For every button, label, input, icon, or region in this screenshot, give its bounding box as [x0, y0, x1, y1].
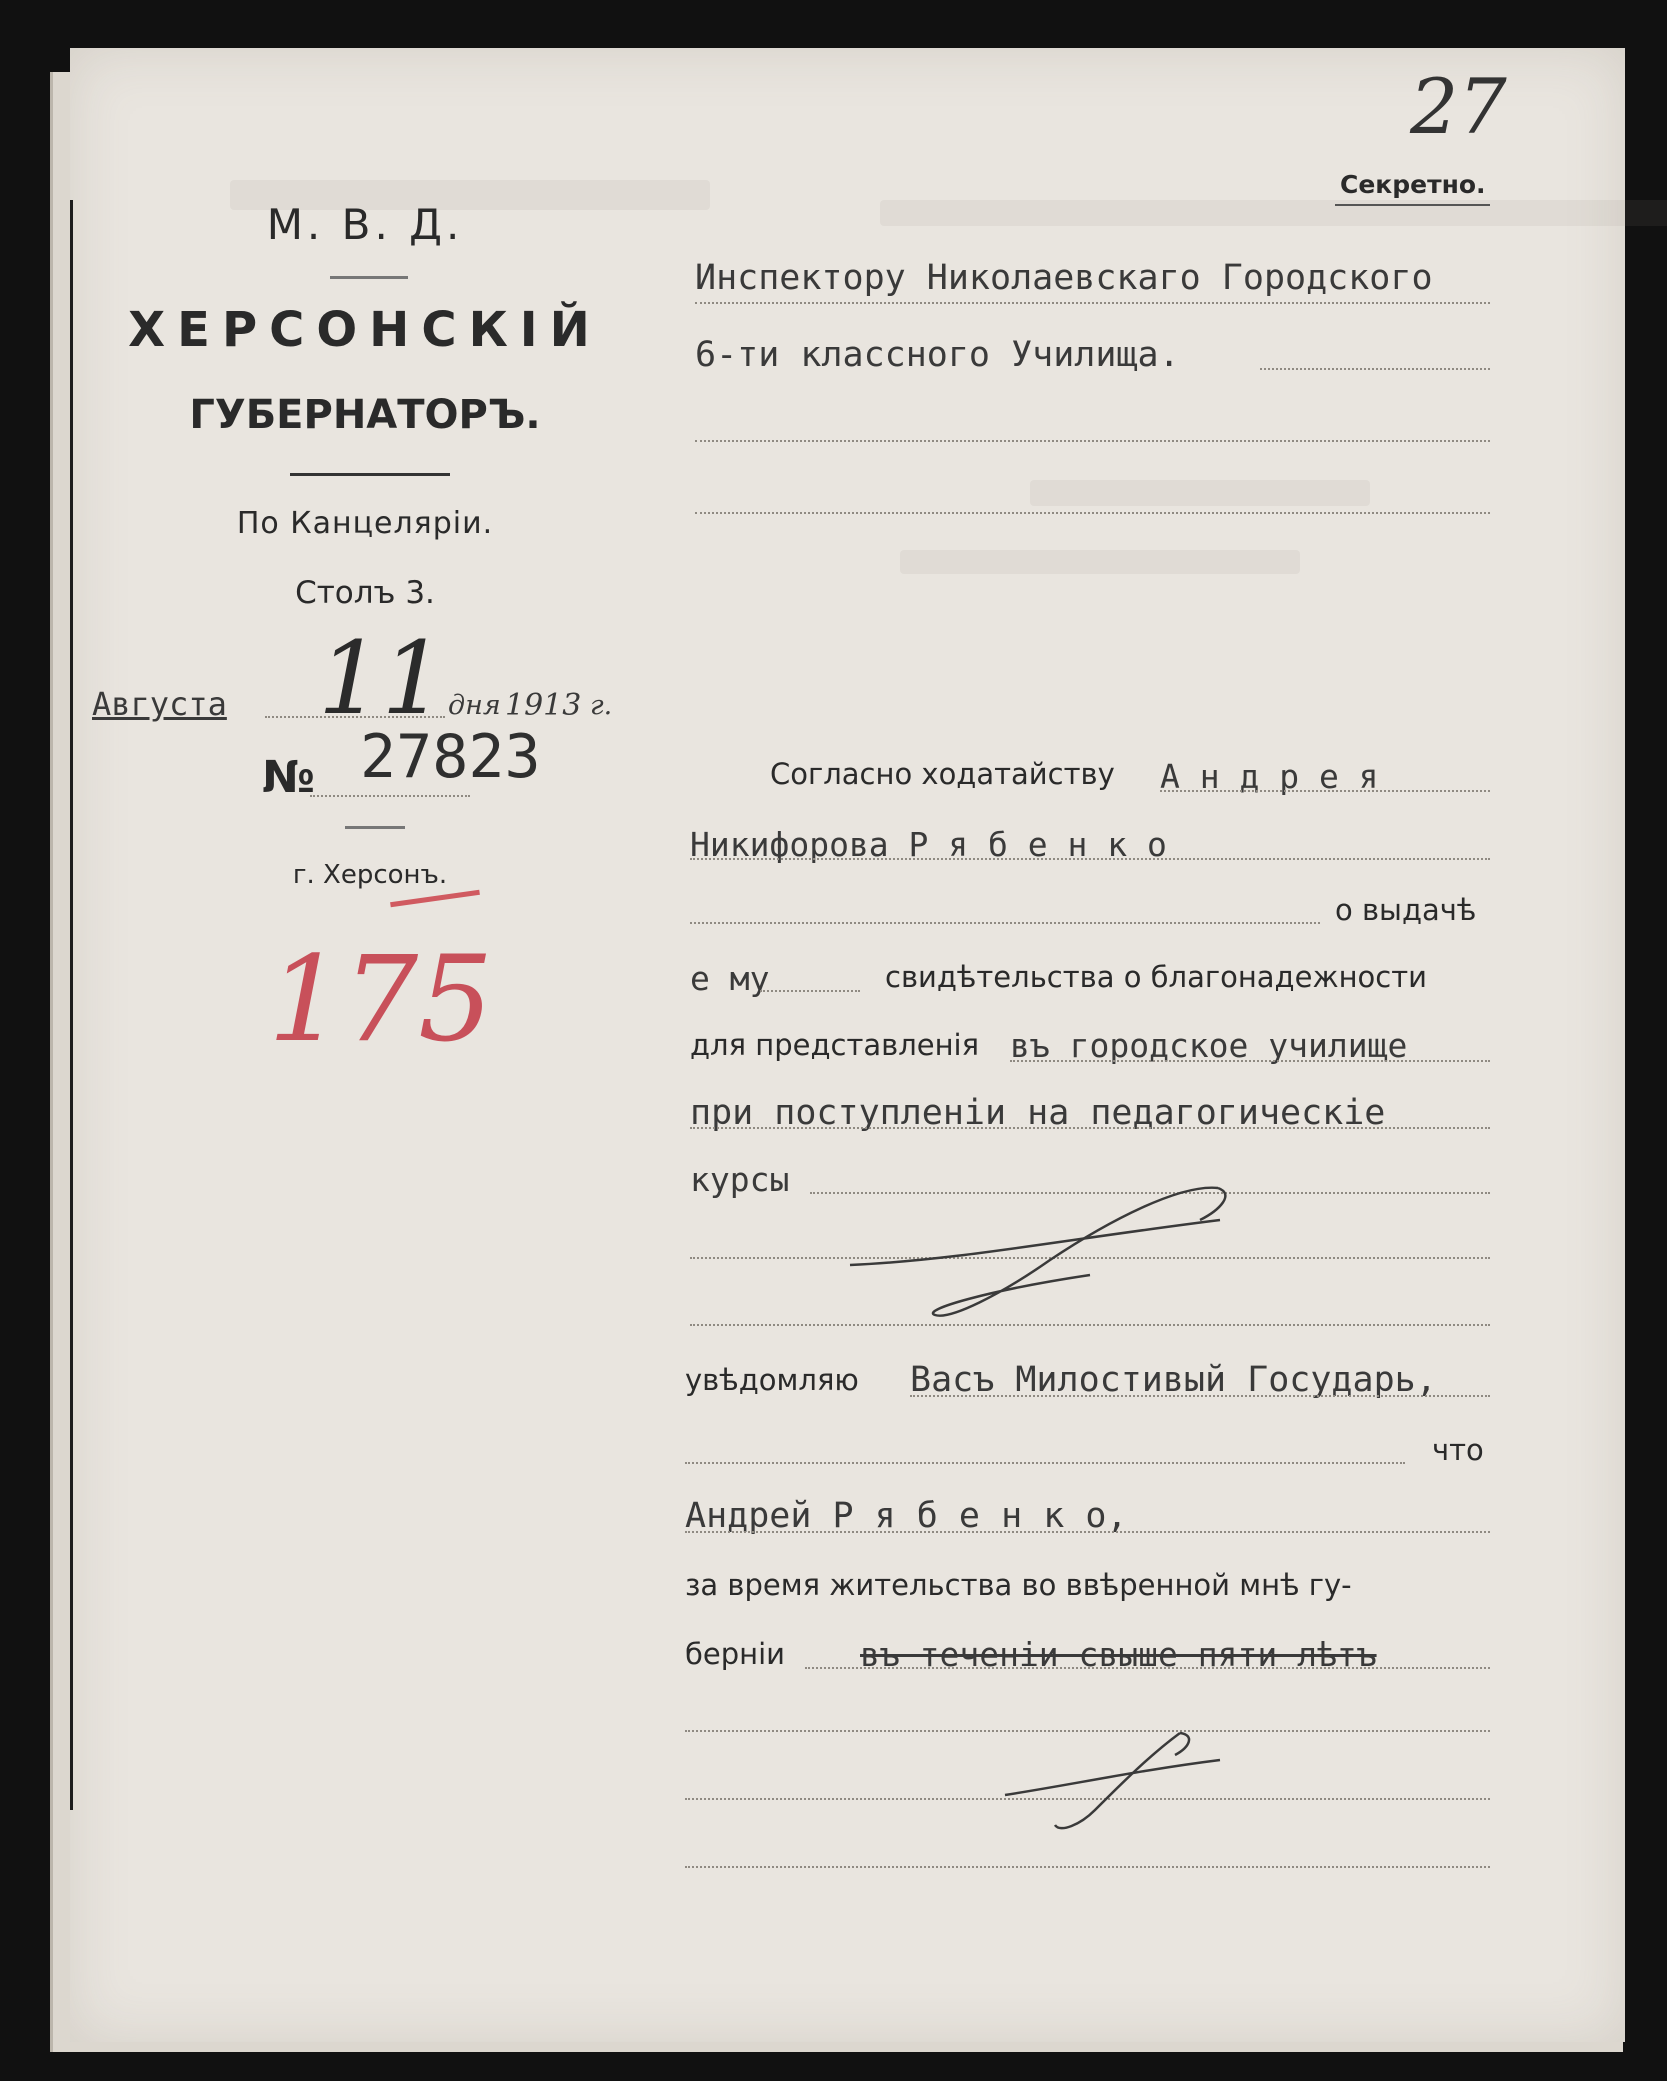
desk-label: Столъ 3.	[295, 575, 435, 611]
addressee-line1: Инспектору Николаевскаго Городского	[695, 258, 1433, 298]
fill-line	[1260, 368, 1490, 370]
date-month: Августа	[92, 685, 227, 723]
body-line7-typed: курсы	[690, 1160, 790, 1199]
city-label: г. Херсонъ.	[292, 860, 448, 890]
fill-line	[310, 795, 470, 797]
addressee-line2: 6-ти классного Училища.	[695, 335, 1180, 375]
binding-line	[70, 200, 73, 1810]
year-suffix: г.	[590, 690, 613, 721]
divider	[345, 826, 405, 829]
body-line5-typed: въ городское училище	[1010, 1026, 1408, 1065]
date-year: 1913	[505, 688, 582, 723]
body-line10-typed: Андрей Р я б е н к о,	[685, 1496, 1128, 1536]
governor-title-line1: ХЕРСОНСКІЙ	[128, 302, 602, 358]
cancellation-flourish	[1000, 1725, 1230, 1835]
body-line11-print: за время жительства во ввѣренной мнѣ гу-	[685, 1568, 1352, 1602]
body-line9-print: что	[1432, 1433, 1484, 1467]
body-line1-print: Согласно ходатайству	[770, 757, 1115, 791]
registration-number: 27823	[360, 722, 541, 792]
date-day: 11	[318, 620, 446, 737]
body-line4-pronoun: е му	[690, 959, 770, 998]
body-line4-print: свидѣтельства о благонадежности	[885, 960, 1427, 994]
fill-line	[1160, 790, 1490, 792]
office-label: По Канцеляріи.	[236, 506, 494, 541]
body-line2-name: Никифорова Р я б е н к о	[690, 825, 1167, 864]
ministry-abbrev: М. В. Д.	[266, 200, 464, 249]
bleed-through	[900, 550, 1300, 574]
secret-label: Секретно.	[1340, 170, 1486, 199]
fill-line	[690, 922, 1320, 924]
body-line3-print: о выдачѣ	[1335, 893, 1477, 927]
fill-line	[685, 1531, 1490, 1533]
body-line5-print: для представленія	[690, 1028, 980, 1062]
body-line12-print: берніи	[685, 1637, 785, 1671]
body-line8-typed: Васъ Милостивый Государь,	[910, 1360, 1437, 1400]
fill-line	[690, 858, 1490, 860]
page-mark: 27	[1410, 62, 1507, 151]
bleed-through	[880, 200, 1667, 226]
fill-line	[695, 512, 1490, 514]
body-line6-typed: при поступленіи на педагогическіе	[690, 1093, 1386, 1133]
fill-line	[805, 1667, 1490, 1669]
governor-title-line2: ГУБЕРНАТОРЪ.	[189, 392, 541, 438]
fill-line	[910, 1395, 1490, 1397]
red-pencil-number: 175	[268, 930, 494, 1068]
body-line12-typed: въ теченіи свыше пяти лѣтъ	[860, 1635, 1377, 1674]
fill-line	[695, 302, 1490, 304]
days-word: дня	[448, 690, 501, 721]
fill-line	[685, 1462, 1405, 1464]
fill-line	[690, 1127, 1490, 1129]
fill-line	[1010, 1060, 1490, 1062]
body-line8-print: увѣдомляю	[685, 1363, 859, 1397]
divider	[290, 473, 450, 476]
body-line1-name: А н д р е я	[1160, 757, 1379, 796]
number-sign: №	[262, 752, 315, 803]
divider	[330, 276, 408, 279]
bleed-through	[1030, 480, 1370, 506]
secret-underline	[1335, 204, 1490, 206]
cancellation-flourish	[840, 1180, 1240, 1330]
fill-line	[695, 440, 1490, 442]
fill-line	[760, 990, 860, 992]
fill-line	[685, 1866, 1490, 1868]
